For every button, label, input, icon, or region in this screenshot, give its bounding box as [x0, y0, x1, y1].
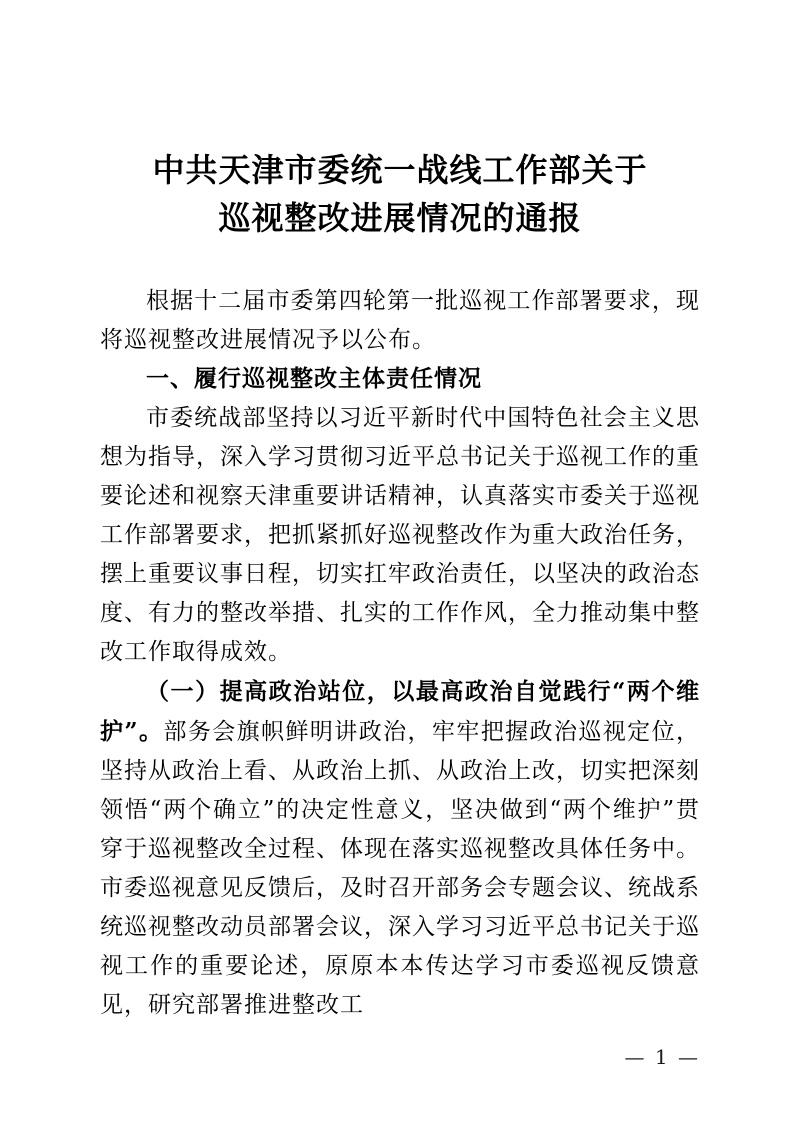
subsection-1-text: 部务会旗帜鲜明讲政治，牢牢把握政治巡视定位，坚持从政治上看、从政治上抓、从政治上改，切实把深刻领悟“两个确立”的决定性意义，坚决做到“两个维护”贯穿于巡视整改全过程、体现在落实巡视整改具体任务中。市委巡视意见反馈后，及时召开部务会专题会议、统战系统巡视整改动员部署会议，深入学习习近平总书记关于巡视工作的重要论述，原原本本传达学习市委巡视反馈意见，研究部署推进整改工: [100, 719, 700, 1018]
document-title-line-1: 中共天津市委统一战线工作部关于: [152, 151, 648, 189]
section-heading-1: 一、履行巡视整改主体责任情况: [146, 366, 482, 392]
document-title: [0, 146, 800, 242]
paragraph-subsection-1: [100, 672, 700, 1025]
paragraph-intro: 根据十二届市委第四轮第一批巡视工作部署要求，现将巡视整改进展情况予以公布。: [100, 288, 700, 353]
document-title-line-2: 巡视整改进展情况的通报: [218, 199, 582, 237]
subsection-1-heading: （一）提高政治站位，以最高政治自觉践行“两个维护”。: [100, 678, 700, 745]
page-number: — 1 —: [624, 1045, 700, 1069]
paragraph-section-1-body: 市委统战部坚持以习近平新时代中国特色社会主义思想为指导，深入学习贯彻习近平总书记关于巡视工作的重要论述和视察天津重要讲话精神，认真落实市委关于巡视工作部署要求，把抓紧抓好巡视整改作为重大政治任务，摆上重要议事日程，切实扛牢政治责任，以坚决的政治态度、有力的整改举措、扎实的工作作风，全力推动集中整改工作取得成效。: [100, 405, 700, 665]
document-body: [100, 282, 700, 1025]
